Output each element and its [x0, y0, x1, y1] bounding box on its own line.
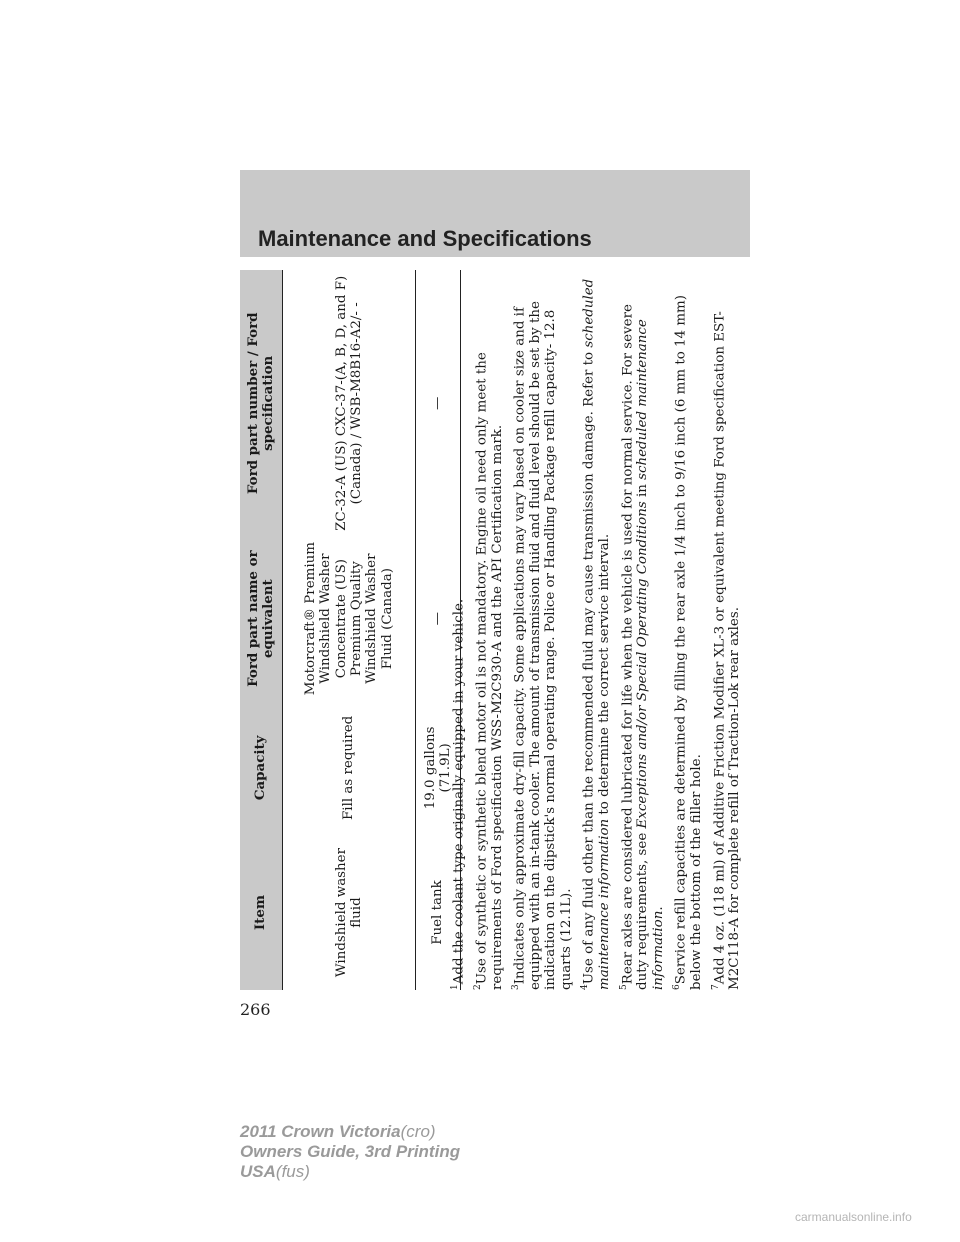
footnote-1: $^1$Add the coolant type originally equipped in your vehicle.: [450, 598, 467, 990]
section-title: Maintenance and Specifications: [258, 226, 592, 251]
cell-capacity: 19.0 gallons (71.9L): [416, 701, 461, 835]
cell-part-number: ZC-32-A (US) CXC-37-(A, B, D, and F) (Canada) / WSB-M8B16-A2/- -: [283, 270, 416, 537]
table-row: [283, 270, 416, 990]
footnote-7: $^7$Add 4 oz. (118 ml) of Additive Friction Modifier XL-3 or equivalent meeting Ford specification EST-M2C118-A for complete refill of Traction-Lok rear axles.: [710, 311, 743, 990]
cell-part-name: —: [416, 537, 461, 701]
cell-part-number: —: [416, 270, 461, 537]
table-header-row: [240, 270, 283, 990]
cell-item: Fuel tank: [416, 835, 461, 990]
cell-part-name: Motorcraft® Premium Windshield Washer Concentrate (US) Premium Quality Windshield Washer Fluid (Canada): [283, 537, 416, 701]
capacities-table: [240, 270, 461, 990]
page-number: 266: [240, 1000, 271, 1019]
footnote-4: $^4$Use of any fluid other than the recommended fluid may cause transmission damage. Refer to scheduled maintenance information to determine the correct service interval.: [580, 278, 613, 990]
footnote-5: $^5$Rear axles are considered lubricated for life when the vehicle is used for normal service. For severe duty requirements, see Exceptions and/or Special Operating Conditions in scheduled maintenance information.: [618, 304, 666, 990]
rotated-content: [240, 270, 743, 990]
col-header-item: Item: [240, 835, 283, 990]
footnote-6: $^6$Service refill capacities are determined by filling the rear axle 1/4 inch to 9/16 inch (6 mm to 14 mm) below the bottom of the filler hole.: [672, 295, 705, 990]
footnote-2: $^2$Use of synthetic or synthetic blend motor oil is not mandatory. Engine oil need only meet the requirements of Ford specification WSS-M2C930-A and the API Certification mark.: [472, 352, 505, 990]
document-footer: 2011 Crown Victoria(cro) Owners Guide, 3rd Printing USA(fus): [240, 1122, 461, 1181]
footnotes: [448, 270, 747, 990]
col-header-part-name: Ford part name or equivalent: [240, 537, 283, 701]
cell-capacity: Fill as required: [283, 701, 416, 835]
footnote-3: $^3$Indicates only approximate dry-fill capacity. Some applications may vary based on cooler size and if equipped with an in-tank cooler. The amount of transmission fluid and fluid level should be set by the indication on the dipstick's normal operating range. Police or Handling Package refill capacity- 12.8 quarts (12.1L).: [511, 301, 574, 990]
col-header-part-number: Ford part number / Ford specification: [240, 270, 283, 537]
col-header-capacity: Capacity: [240, 701, 283, 835]
watermark: carmanualsonline.info: [795, 1210, 912, 1224]
cell-item: Windshield washer fluid: [283, 835, 416, 990]
